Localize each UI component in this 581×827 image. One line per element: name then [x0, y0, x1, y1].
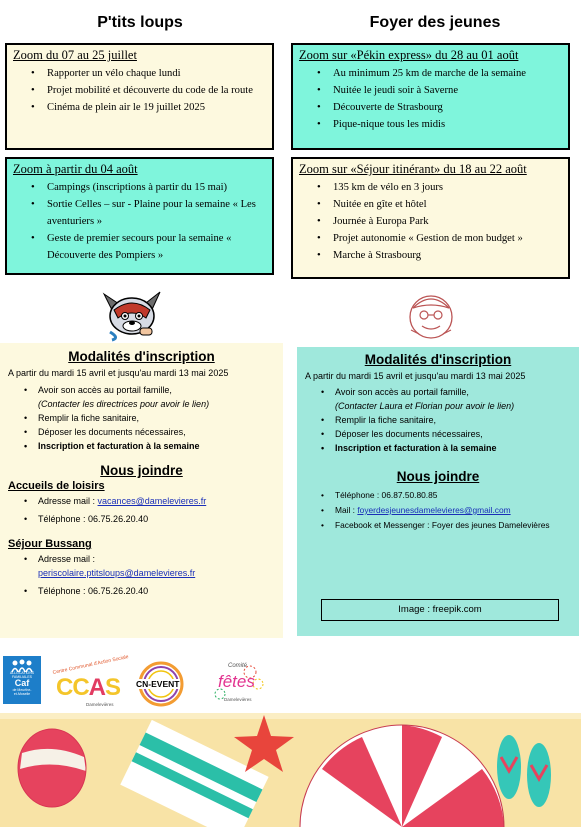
- registration-heading: Modalités d'inscription: [68, 349, 215, 364]
- activity-list: [299, 65, 562, 133]
- list-item: • Adresse mail : periscolaire.ptitsloups@damelevieres.fr: [38, 552, 275, 580]
- contact-heading: Nous joindre: [396, 469, 480, 484]
- registration-heading: Modalités d'inscription: [364, 352, 512, 367]
- accueils-heading: Accueils de loisirs: [8, 480, 105, 492]
- contact-heading: Nous joindre: [100, 463, 183, 478]
- list-item: • Au minimum 25 km de marche de la semaine: [333, 65, 562, 82]
- list-item: • Geste de premier secours pour la semaine « Découverte des Pompiers »: [47, 230, 266, 264]
- ptits-loups-july-box: [5, 43, 274, 150]
- list-item: • Déposer les documents nécessaires,: [38, 425, 275, 439]
- contact-note: (Contacter Laura et Florian pour avoir le lien): [335, 401, 515, 411]
- list-item: • Téléphone : 06.87.50.80.85: [335, 488, 571, 503]
- list-item: • Facebook et Messenger : Foyer des jeunes Damelevières: [335, 518, 571, 533]
- right-column-title: Foyer des jeunes: [369, 14, 501, 31]
- cn-event-logo: CN-EVENT: [133, 660, 197, 708]
- list-item: • Projet mobilité et découverte du code de la route: [47, 82, 266, 99]
- list-item: • Rapporter un vélo chaque lundi: [47, 65, 266, 82]
- foyer-email-link[interactable]: foyerdesjeunesdamelevieres@gmail.com: [357, 505, 511, 515]
- explorer-mascot-icon: [405, 290, 457, 340]
- foyer-contact-list: [305, 488, 571, 533]
- registration-list: [8, 383, 275, 453]
- list-item: • Téléphone : 06.75.26.20.40: [38, 512, 275, 526]
- list-item: • Marche à Strasbourg: [333, 247, 562, 264]
- accueils-email-link[interactable]: vacances@damelevieres.fr: [97, 496, 207, 506]
- list-item: • Téléphone : 06.75.26.20.40: [38, 584, 275, 598]
- contact-note: (Contacter les directrices pour avoir le lien): [38, 399, 210, 409]
- registration-intro: A partir du mardi 15 avril et jusqu'au mardi 13 mai 2025: [305, 371, 526, 381]
- box-title: Zoom sur «Séjour itinérant» du 18 au 22 août: [299, 162, 527, 176]
- list-item: • Avoir son accès au portail famille, (Contacter les directrices pour avoir le lien): [38, 383, 275, 411]
- list-item: • Inscription et facturation à la semaine: [335, 441, 571, 455]
- beach-ball-icon: [18, 729, 86, 807]
- activity-list: [13, 179, 266, 264]
- registration-intro: A partir du mardi 15 avril et jusqu'au mardi 13 mai 2025: [8, 368, 229, 378]
- foyer-sejour-box: [291, 157, 570, 279]
- list-item: • Sortie Celles – sur - Plaine pour la semaine « Les aventuriers »: [47, 196, 266, 230]
- caf-logo: ALLOCATIONS FAMILIALES Caf de Meurthe- et-Moselle: [3, 656, 41, 704]
- list-item: • Découverte de Strasbourg: [333, 99, 562, 116]
- box-title: Zoom du 07 au 25 juillet: [13, 48, 137, 62]
- bussang-heading: Séjour Bussang: [8, 538, 92, 550]
- list-item: • Nuitée en gîte et hôtel: [333, 196, 562, 213]
- foyer-info-panel: [297, 347, 579, 636]
- registration-list: [305, 385, 571, 455]
- accueils-contact-list: [8, 494, 275, 526]
- list-item: • Adresse mail : vacances@damelevieres.fr: [38, 494, 275, 508]
- list-item: • Mail : foyerdesjeunesdamelevieres@gmail.com: [335, 503, 571, 518]
- list-item: • Inscription et facturation à la semaine: [38, 439, 275, 453]
- box-title: Zoom à partir du 04 août: [13, 162, 138, 176]
- caf-family-icon: [10, 659, 34, 673]
- list-item: • Cinéma de plein air le 19 juillet 2025: [47, 99, 266, 116]
- list-item: • Journée à Europa Park: [333, 213, 562, 230]
- list-item: • Remplir la fiche sanitaire,: [38, 411, 275, 425]
- box-title: Zoom sur «Pékin express» du 28 au 01 août: [299, 48, 519, 62]
- list-item: • Avoir son accès au portail famille, (Contacter Laura et Florian pour avoir le lien): [335, 385, 571, 413]
- image-credit-box: Image : freepik.com: [321, 599, 559, 621]
- ccas-wordmark: CCAS: [56, 674, 121, 701]
- ccas-logo: Centre Communal d'Action Sociale CCAS Damelevières: [52, 654, 130, 707]
- list-item: • Remplir la fiche sanitaire,: [335, 413, 571, 427]
- left-column-title: P'tits loups: [97, 14, 183, 31]
- list-item: • Projet autonomie « Gestion de mon budget »: [333, 230, 562, 247]
- activity-list: [13, 65, 266, 116]
- list-item: • Nuitée le jeudi soir à Saverne: [333, 82, 562, 99]
- ptits-loups-info-panel: [0, 343, 283, 638]
- comite-fetes-logo: Comité fêtes Damelevières: [206, 660, 270, 708]
- list-item: • 135 km de vélo en 3 jours: [333, 179, 562, 196]
- list-item: • Campings (inscriptions à partir du 15 mai): [47, 179, 266, 196]
- bussang-email-link[interactable]: periscolaire.ptitsloups@damelevieres.fr: [38, 568, 196, 578]
- activity-list: [299, 179, 562, 264]
- list-item: • Pique-nique tous les midis: [333, 116, 562, 133]
- ptits-loups-august-box: [5, 157, 274, 275]
- list-item: • Déposer les documents nécessaires,: [335, 427, 571, 441]
- beach-illustration: [0, 713, 581, 827]
- wolf-mascot-icon: [100, 288, 164, 342]
- foyer-pekin-box: [291, 43, 570, 150]
- bussang-contact-list: [8, 552, 275, 598]
